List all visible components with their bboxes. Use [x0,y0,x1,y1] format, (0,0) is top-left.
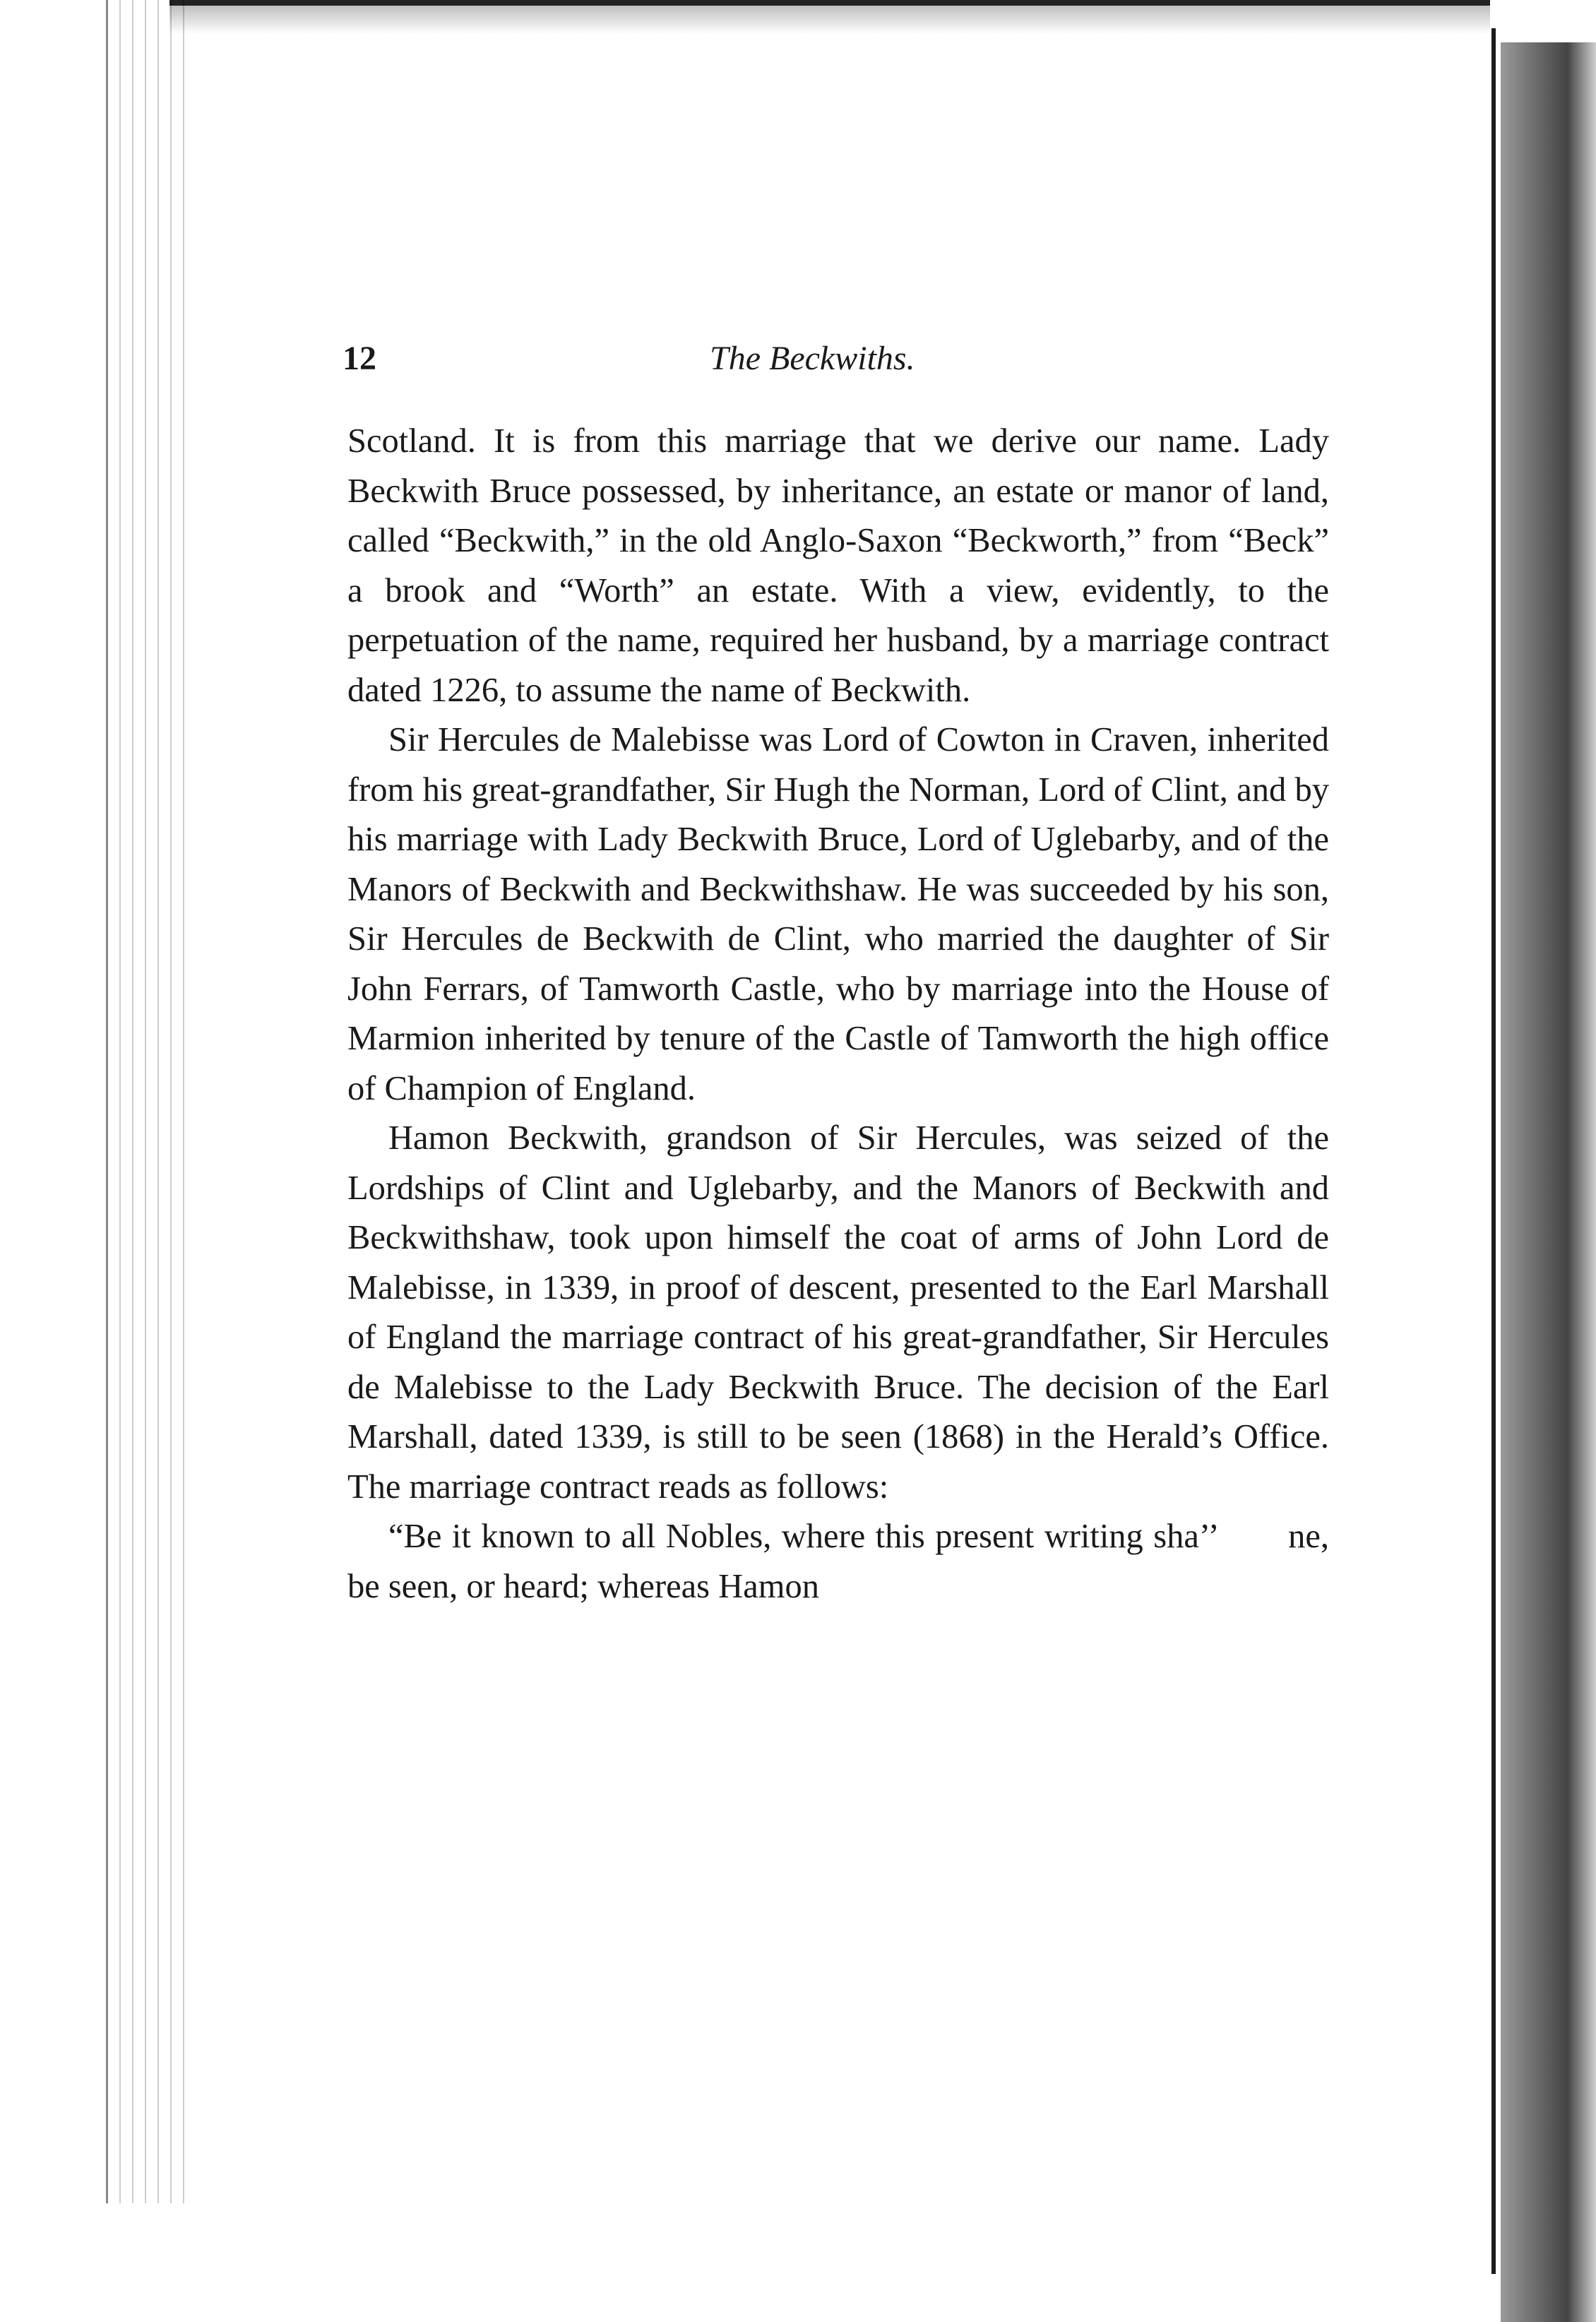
paragraph: Scotland. It is from this marriage that we derive our name. Lady Beckwith Bruce possessed, by inheritance, an estate or manor of land, called “Beckwith,” in the old Anglo-Saxon “Beckworth,” from “Beck” a brook and “Worth” an estate. With a view, evidently, to the perpetuation of the name, required her husband, by a marriage contract dated 1226, to assume the name of Beckwith. [347,422,1329,709]
page-left-edge [106,0,186,2203]
page-right-rule [1491,28,1496,2274]
body-text [347,417,1329,1612]
page-number: 12 [343,340,376,377]
running-title: The Beckwiths. [710,340,915,377]
paragraph: “Be it known to all Nobles, where this present writing sha’’ ne, be seen, or heard; whereas Hamon [347,1518,1329,1605]
page-top-edge [169,0,1490,34]
running-header [343,332,1331,395]
paragraph: Sir Hercules de Malebisse was Lord of Cowton in Craven, inherited from his great-grandfather, Sir Hugh the Norman, Lord of Clint, and by his marriage with Lady Beckwith Bruce, Lord of Uglebarby, and of the Manors of Beckwith and Beckwithshaw. He was succeeded by his son, Sir Hercules de Beckwith de Clint, who married the daughter of Sir John Ferrars, of Tamworth Castle, who by marriage into the House of Marmion inherited by tenure of the Castle of Tamworth the high office of Champion of England. [347,721,1329,1107]
binding-shadow [1501,42,1596,2322]
paragraph: Hamon Beckwith, grandson of Sir Hercules, was seized of the Lordships of Clint and Uglebarby, and the Manors of Beckwith and Beckwithshaw, took upon himself the coat of arms of John Lord de Malebisse, in 1339, in proof of descent, presented to the Earl Marshall of England the marriage contract of his great-grandfather, Sir Hercules de Malebisse to the Lady Beckwith Bruce. The decision of the Earl Marshall, dated 1339, is still to be seen (1868) in the Herald’s Office. The marriage contract reads as follows: [347,1119,1329,1506]
